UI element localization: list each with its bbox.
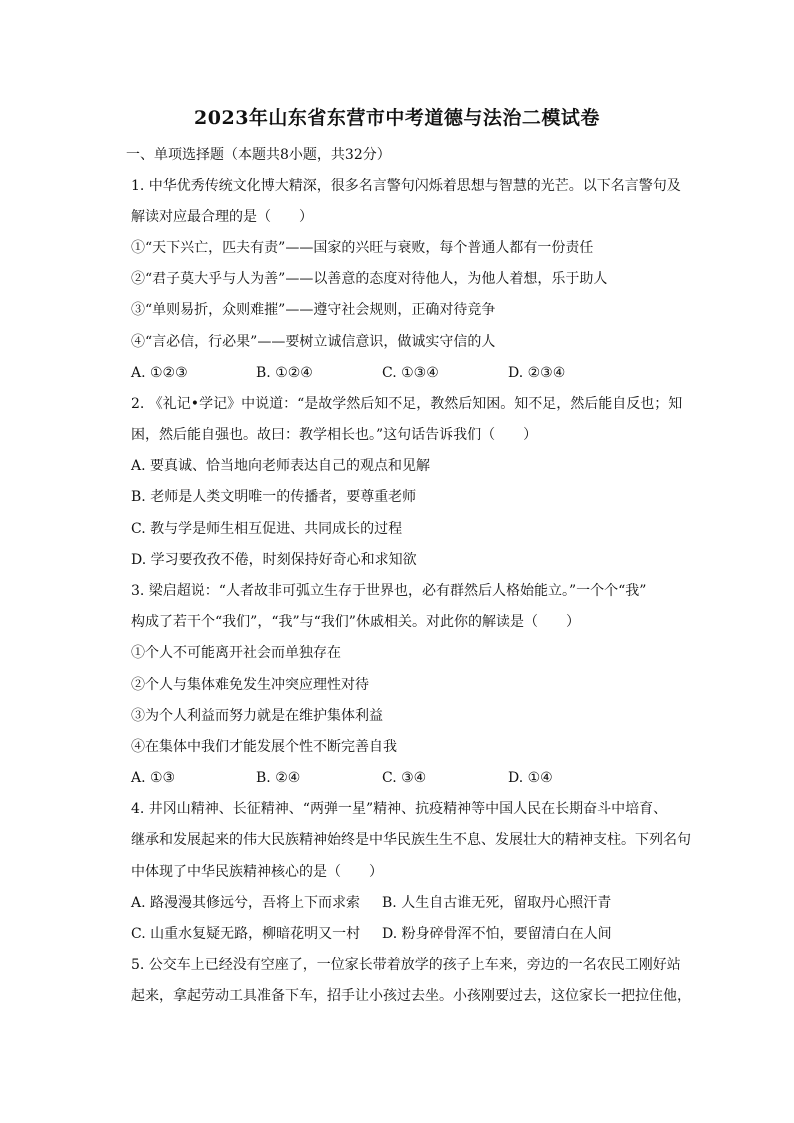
- q2-stem-line-2: 困，然后能自强也。故曰：教学相长也。”这句话告诉我们（ ）: [131, 427, 538, 443]
- q4-option-c: C. 山重水复疑无路，柳暗花明又一村: [131, 926, 361, 942]
- q2-option-c: C. 教与学是师生相互促进、共同成长的过程: [131, 521, 403, 537]
- q1-item-4: ④“言必信，行必果”——要树立诚信意识，做诚实守信的人: [131, 334, 496, 350]
- page-title: 2023年山东省东营市中考道德与法治二模试卷: [194, 107, 600, 129]
- q2-stem-line-1: 2. 《礼记•学记》中说道：“是故学然后知不足，教然后知困。知不足，然后能自反也；知: [131, 396, 683, 412]
- q5-stem-line-1: 5. 公交车上已经没有空座了，一位家长带着放学的孩子上车来，旁边的一名农民工刚好站: [131, 957, 681, 973]
- q3-item-4: ④在集体中我们才能发展个性不断完善自我: [131, 739, 397, 755]
- q1-options: [131, 364, 701, 382]
- q3-option-d: D. ①④: [508, 770, 553, 786]
- q3-item-2: ②个人与集体难免发生冲突应理性对待: [131, 677, 369, 693]
- q3-item-1: ①个人不可能离开社会而单独存在: [131, 645, 341, 661]
- q4-option-d: D. 粉身碎骨浑不怕，要留清白在人间: [382, 926, 612, 942]
- q3-item-3: ③为个人利益而努力就是在维护集体利益: [131, 708, 383, 724]
- q1-item-1: ①“天下兴亡，匹夫有责”——国家的兴旺与衰败，每个普通人都有一份责任: [131, 240, 594, 256]
- q1-option-b: B. ①②④: [256, 365, 313, 381]
- q3-stem-line-1: 3. 梁启超说：“人者故非可弧立生存于世界也，必有群然后人格始能立。”一个个“我”: [131, 583, 647, 599]
- q3-option-a: A. ①③: [131, 770, 176, 786]
- q2-option-a: A. 要真诚、恰当地向老师表达自己的观点和见解: [131, 458, 431, 474]
- section-heading: 一、单项选择题（本题共8小题，共32分）: [126, 147, 391, 163]
- q4-stem-line-3: 中体现了中华民族精神核心的是（ ）: [131, 864, 383, 880]
- q4-option-a: A. 路漫漫其修远兮，吾将上下而求索: [131, 895, 361, 911]
- q3-option-c: C. ③④: [382, 770, 427, 786]
- q4-option-b: B. 人生自古谁无死，留取丹心照汗青: [382, 895, 612, 911]
- q4-stem-line-2: 继承和发展起来的伟大民族精神始终是中华民族生生不息、发展壮大的精神支柱。下列名句: [131, 832, 691, 848]
- q4-stem-line-1: 4. 井冈山精神、长征精神、“两弹一星”精神、抗疫精神等中国人民在长期奋斗中培育、: [131, 801, 668, 817]
- q3-stem-line-2: 构成了若干个“我们”，“我”与“我们”休戚相关。对此你的解读是（ ）: [131, 614, 580, 630]
- q3-options: [131, 769, 701, 787]
- q1-option-d: D. ②③④: [508, 365, 566, 381]
- q4-options-row-2: [131, 925, 701, 943]
- q3-option-b: B. ②④: [256, 770, 301, 786]
- q1-stem-line-2: 解读对应最合理的是（ ）: [131, 209, 313, 225]
- q5-stem-line-2: 起来，拿起劳动工具准备下车，招手让小孩过去坐。小孩刚要过去，这位家长一把拉住他，: [131, 988, 691, 1004]
- q2-option-b: B. 老师是人类文明唯一的传播者，要尊重老师: [131, 489, 417, 505]
- q1-option-c: C. ①③④: [382, 365, 439, 381]
- q1-stem-line-1: 1. 中华优秀传统文化博大精深，很多名言警句闪烁着思想与智慧的光芒。以下名言警句及: [131, 178, 681, 194]
- q2-option-d: D. 学习要孜孜不倦，时刻保持好奇心和求知欲: [131, 552, 417, 568]
- q4-options-row-1: [131, 894, 701, 912]
- q1-option-a: A. ①②③: [131, 365, 188, 381]
- q1-item-3: ③“单则易折，众则难摧”——遵守社会规则，正确对待竞争: [131, 302, 496, 318]
- q1-item-2: ②“君子莫大乎与人为善”——以善意的态度对待他人，为他人着想，乐于助人: [131, 271, 608, 287]
